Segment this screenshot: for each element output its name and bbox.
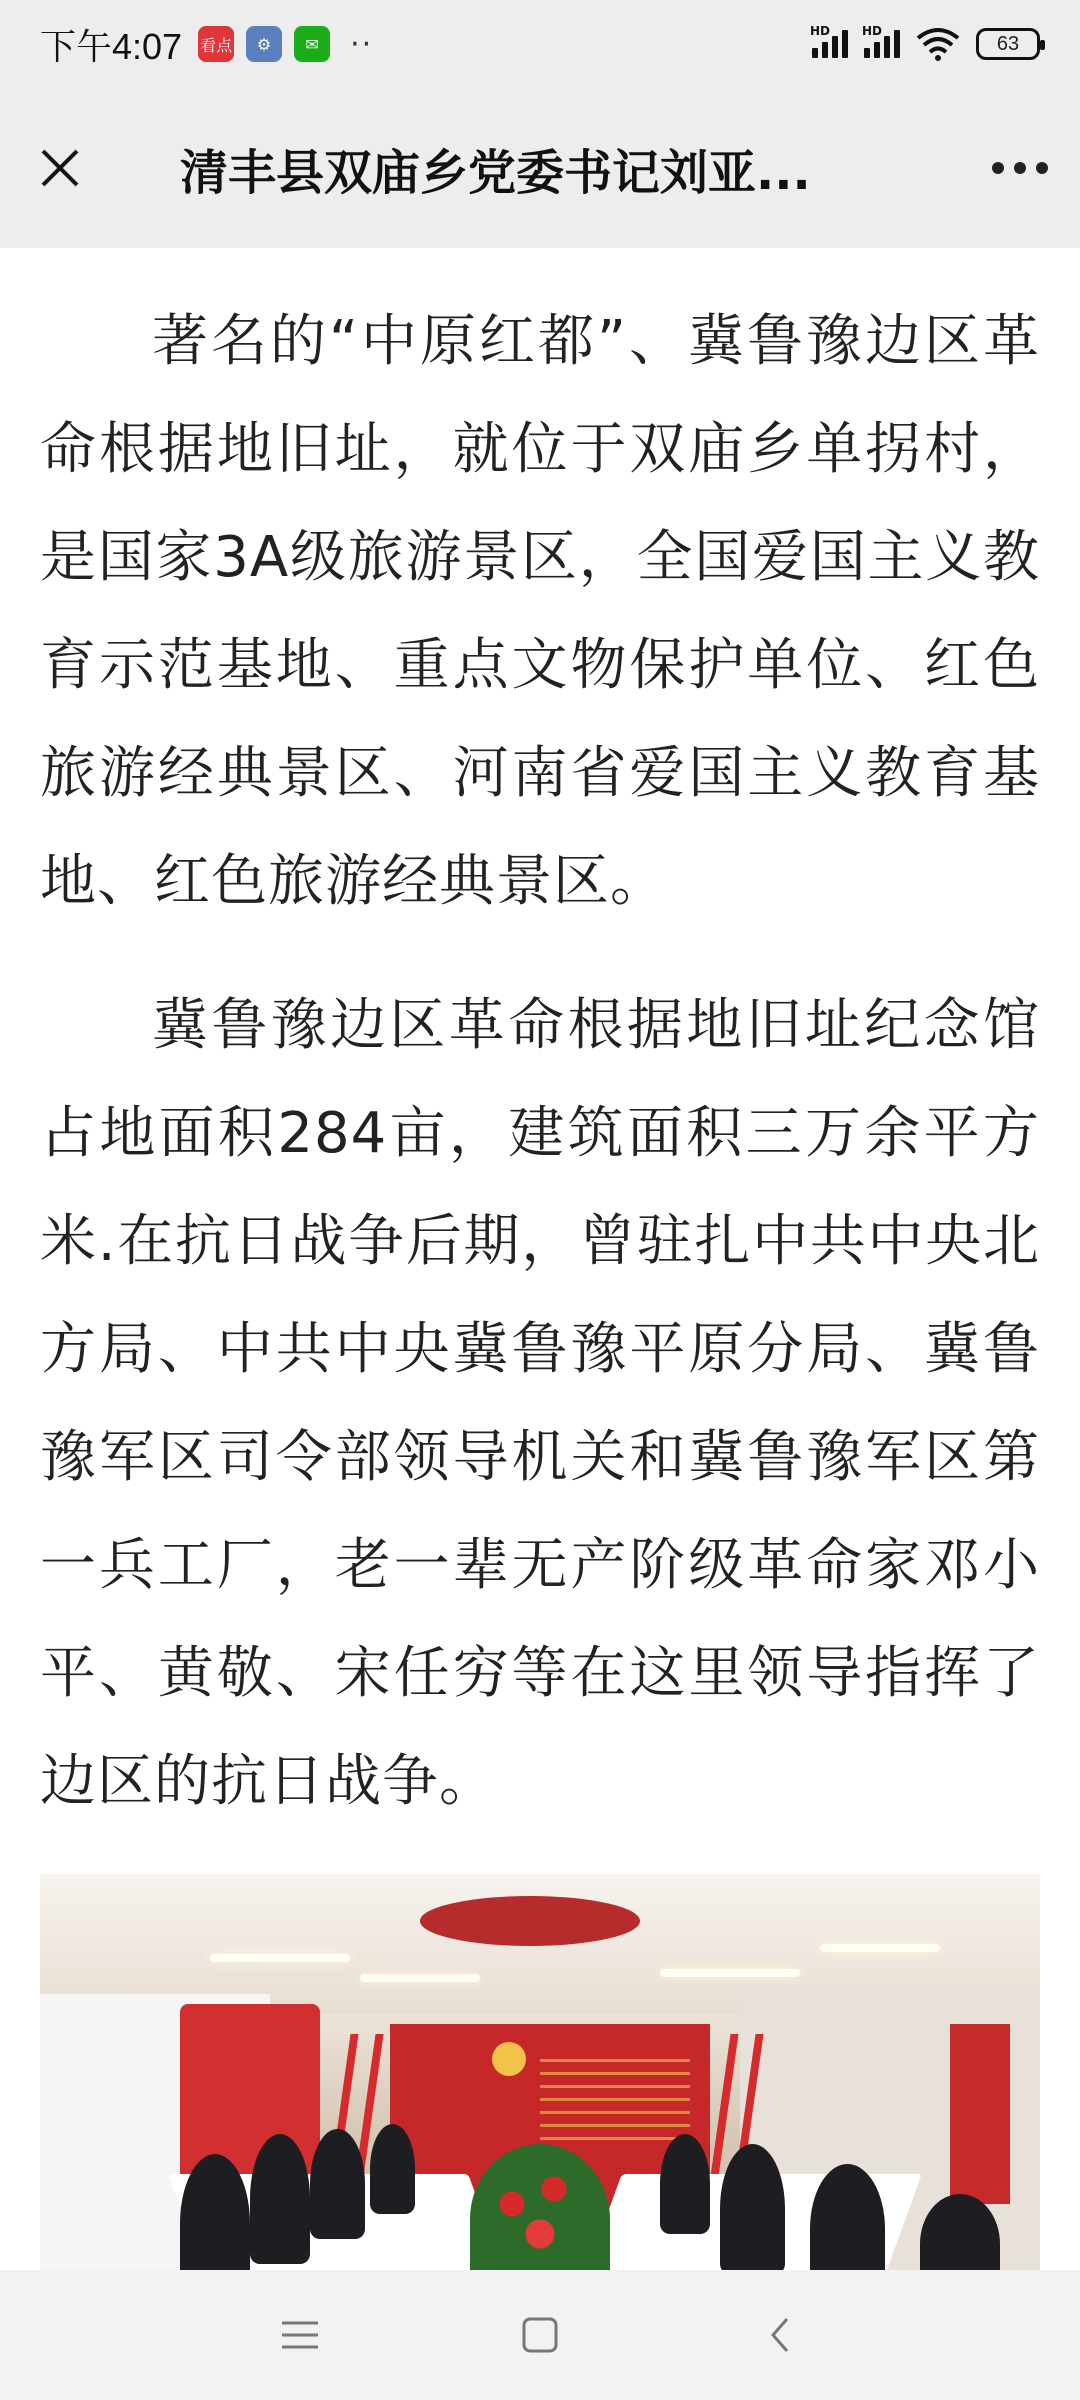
home-button[interactable] xyxy=(490,2285,590,2385)
close-button[interactable] xyxy=(0,88,120,248)
status-bar xyxy=(0,0,1080,88)
photo-lamp xyxy=(660,1969,800,1977)
more-dot-icon xyxy=(1014,162,1026,174)
photo-wall-text xyxy=(540,2049,690,2149)
home-icon xyxy=(520,2315,560,2355)
photo-ceiling-disc xyxy=(420,1896,640,1946)
more-notifications-icon: ·· xyxy=(350,26,374,62)
back-icon xyxy=(765,2315,795,2355)
more-options-button[interactable] xyxy=(960,88,1080,248)
photo-person xyxy=(310,2129,365,2239)
system-navigation-bar xyxy=(0,2270,1080,2400)
battery-level: 63 xyxy=(996,32,1020,55)
photo-right-display xyxy=(950,2024,1010,2204)
signal-2-icon: HD xyxy=(864,30,900,58)
article-content[interactable] xyxy=(40,248,1040,2270)
system-indicators xyxy=(812,26,1040,62)
photo-person xyxy=(250,2134,310,2264)
photo-person xyxy=(660,2134,710,2234)
photo-party-emblem xyxy=(492,2042,526,2076)
signal-1-icon: HD xyxy=(812,30,848,58)
settings-app-icon: ⚙ xyxy=(246,26,282,62)
more-dot-icon xyxy=(992,162,1004,174)
photo-person xyxy=(720,2144,785,2270)
notification-icons xyxy=(198,26,373,62)
wechat-app-icon: ✉ xyxy=(294,26,330,62)
title-bar xyxy=(0,88,1080,248)
meeting-room-photo[interactable] xyxy=(40,1874,1040,2270)
article-paragraph: 冀鲁豫边区革命根据地旧址纪念馆占地面积284亩，建筑面积三万余平方米.在抗日战争后期，曾驻扎中共中央北方局、中共中央冀鲁豫平原分局、冀鲁豫军区司令部领导机关和冀鲁豫军区第一兵工厂，老一辈无产阶级革命家邓小平、黄敬、宋任穷等在这里领导指挥了边区的抗日战争。 xyxy=(40,993,1040,1814)
status-time: 下午4:07 xyxy=(40,25,183,67)
back-button[interactable] xyxy=(730,2285,830,2385)
news-app-icon: 看点 xyxy=(198,26,234,62)
photo-lamp xyxy=(210,1954,350,1962)
more-dot-icon xyxy=(1036,162,1048,174)
page-title: 清丰县双庙乡党委书记刘亚... xyxy=(180,144,811,201)
article-paragraph: 著名的“中原红都”、冀鲁豫边区革命根据地旧址，就位于双庙乡单拐村，是国家3A级旅游景区，全国爱国主义教育示范基地、重点文物保护单位、红色旅游经典景区、河南省爱国主义教育基地、红色旅游经典景区。 xyxy=(40,309,1040,914)
close-icon xyxy=(35,143,85,193)
photo-lamp xyxy=(360,1974,480,1982)
wifi-icon xyxy=(916,26,960,62)
menu-button[interactable] xyxy=(250,2285,350,2385)
menu-icon xyxy=(278,2315,322,2355)
photo-person xyxy=(370,2124,415,2214)
photo-lamp xyxy=(820,1944,940,1952)
battery-icon xyxy=(976,28,1040,60)
